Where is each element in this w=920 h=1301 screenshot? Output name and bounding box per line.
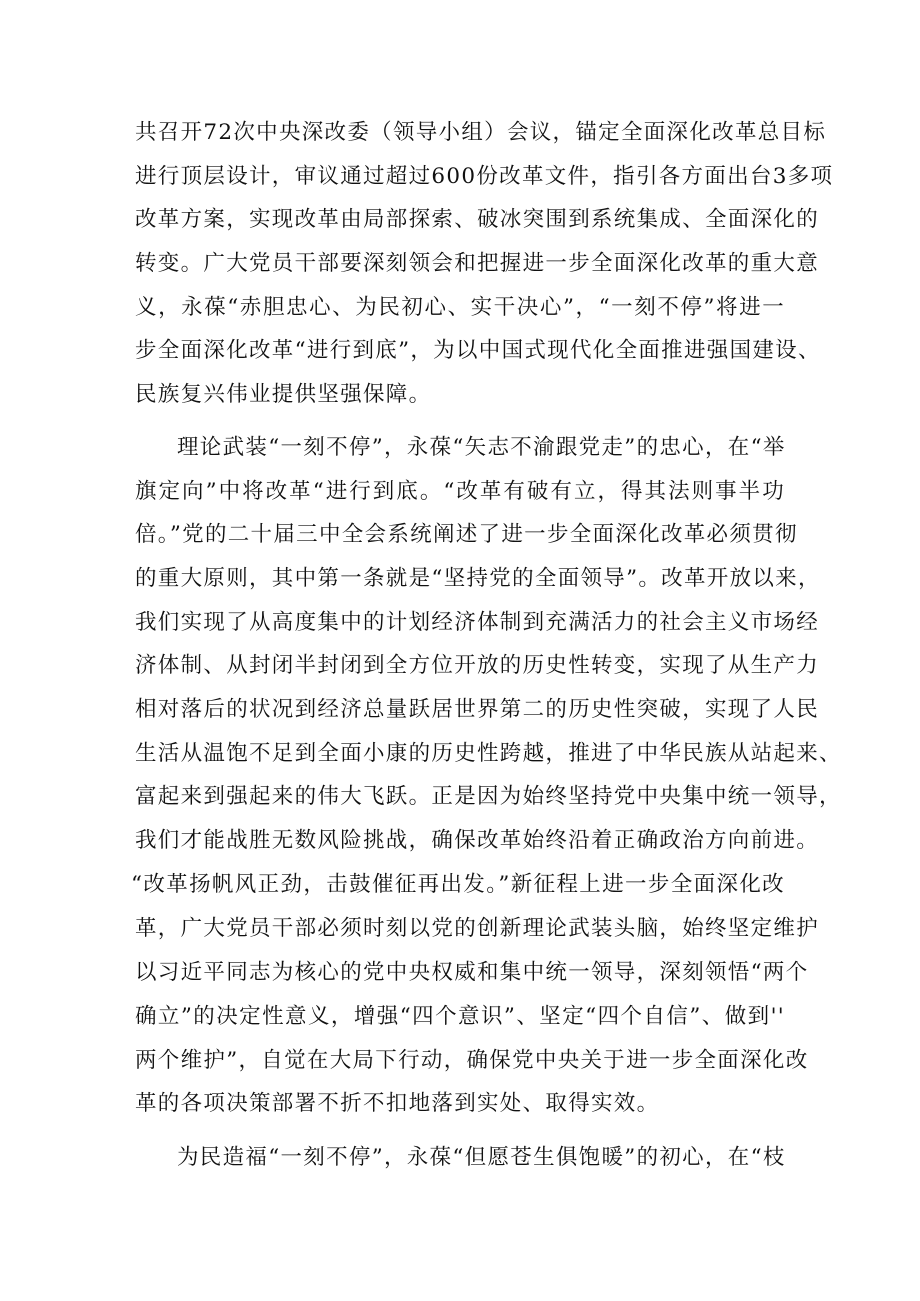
text-line: 进行顶层设计，审议通过超过600份改革文件，指引各方面出台3多项 [135, 164, 834, 189]
text-line: 步全面深化改革“进行到底”，为以中国式现代化全面推进强国建设、 [135, 338, 821, 363]
text-line: 革，广大党员干部必须时刻以党的创新理论武装头脑，始终坚定维护 [135, 916, 820, 941]
text-line: 以习近平同志为核心的党中央权威和集中统一领导，深刻领悟“两个 [135, 960, 809, 985]
text-line: 倍。”党的二十届三中全会系统阐述了进一步全面深化改革必须贯彻 [135, 522, 798, 547]
text-line: 我们实现了从高度集中的计划经济体制到充满活力的社会主义市场经 [135, 610, 820, 635]
text-line: 生活从温饱不足到全面小康的历史性跨越，推进了中华民族从站起来、 [135, 741, 842, 766]
text-line: 的重大原则，其中第一条就是“坚持党的全面领导”。改革开放以来， [135, 566, 821, 591]
text-line: 义，永葆“赤胆忠心、为民初心、实干决心”，“一刻不停”将进一 [135, 295, 785, 320]
text-line: 富起来到强起来的伟大飞跃。正是因为始终坚持党中央集中统一领导， [135, 784, 842, 809]
text-line: 旗定向”中将改革“进行到底。“改革有破有立，得其法则事半功 [135, 479, 785, 504]
text-line: 革的各项决策部署不折不扣地落到实处、取得实效。 [135, 1091, 660, 1116]
text-line: 确立”的决定性意义，增强“四个意识”、坚定“四个自信”、做到'' [135, 1004, 785, 1029]
text-line: 我们才能战胜无数风险挑战，确保改革始终沿着正确政治方向前进。 [135, 828, 820, 853]
paragraph-first-line: 理论武装“一刻不停”，永葆“矢志不渝跟党走”的忠心，在“举 [177, 435, 786, 460]
text-line: 济体制、从封闭半封闭到全方位开放的历史性转变，实现了从生产力 [135, 653, 820, 678]
text-line: “改革扬帆风正劲，击鼓催征再出发。”新征程上进一步全面深化改 [131, 872, 785, 897]
text-line: 转变。广大党员干部要深刻领会和把握进一步全面深化改革的重大意 [135, 251, 820, 276]
paragraph-first-line: 为民造福“一刻不停”，永葆“但愿苍生俱饱暖”的初心，在“枝 [177, 1145, 786, 1170]
text-line: 两个维护”，自觉在大局下行动，确保党中央关于进一步全面深化改 [135, 1048, 809, 1073]
text-line: 共召开72次中央深改委（领导小组）会议，锚定全面深化改革总目标 [135, 120, 827, 145]
text-line: 改革方案，实现改革由局部探索、破冰突围到系统集成、全面深化的 [135, 207, 820, 232]
text-line: 相对落后的状况到经济总量跃居世界第二的历史性突破，实现了人民 [135, 697, 820, 722]
text-line: 民族复兴伟业提供坚强保障。 [135, 382, 432, 407]
